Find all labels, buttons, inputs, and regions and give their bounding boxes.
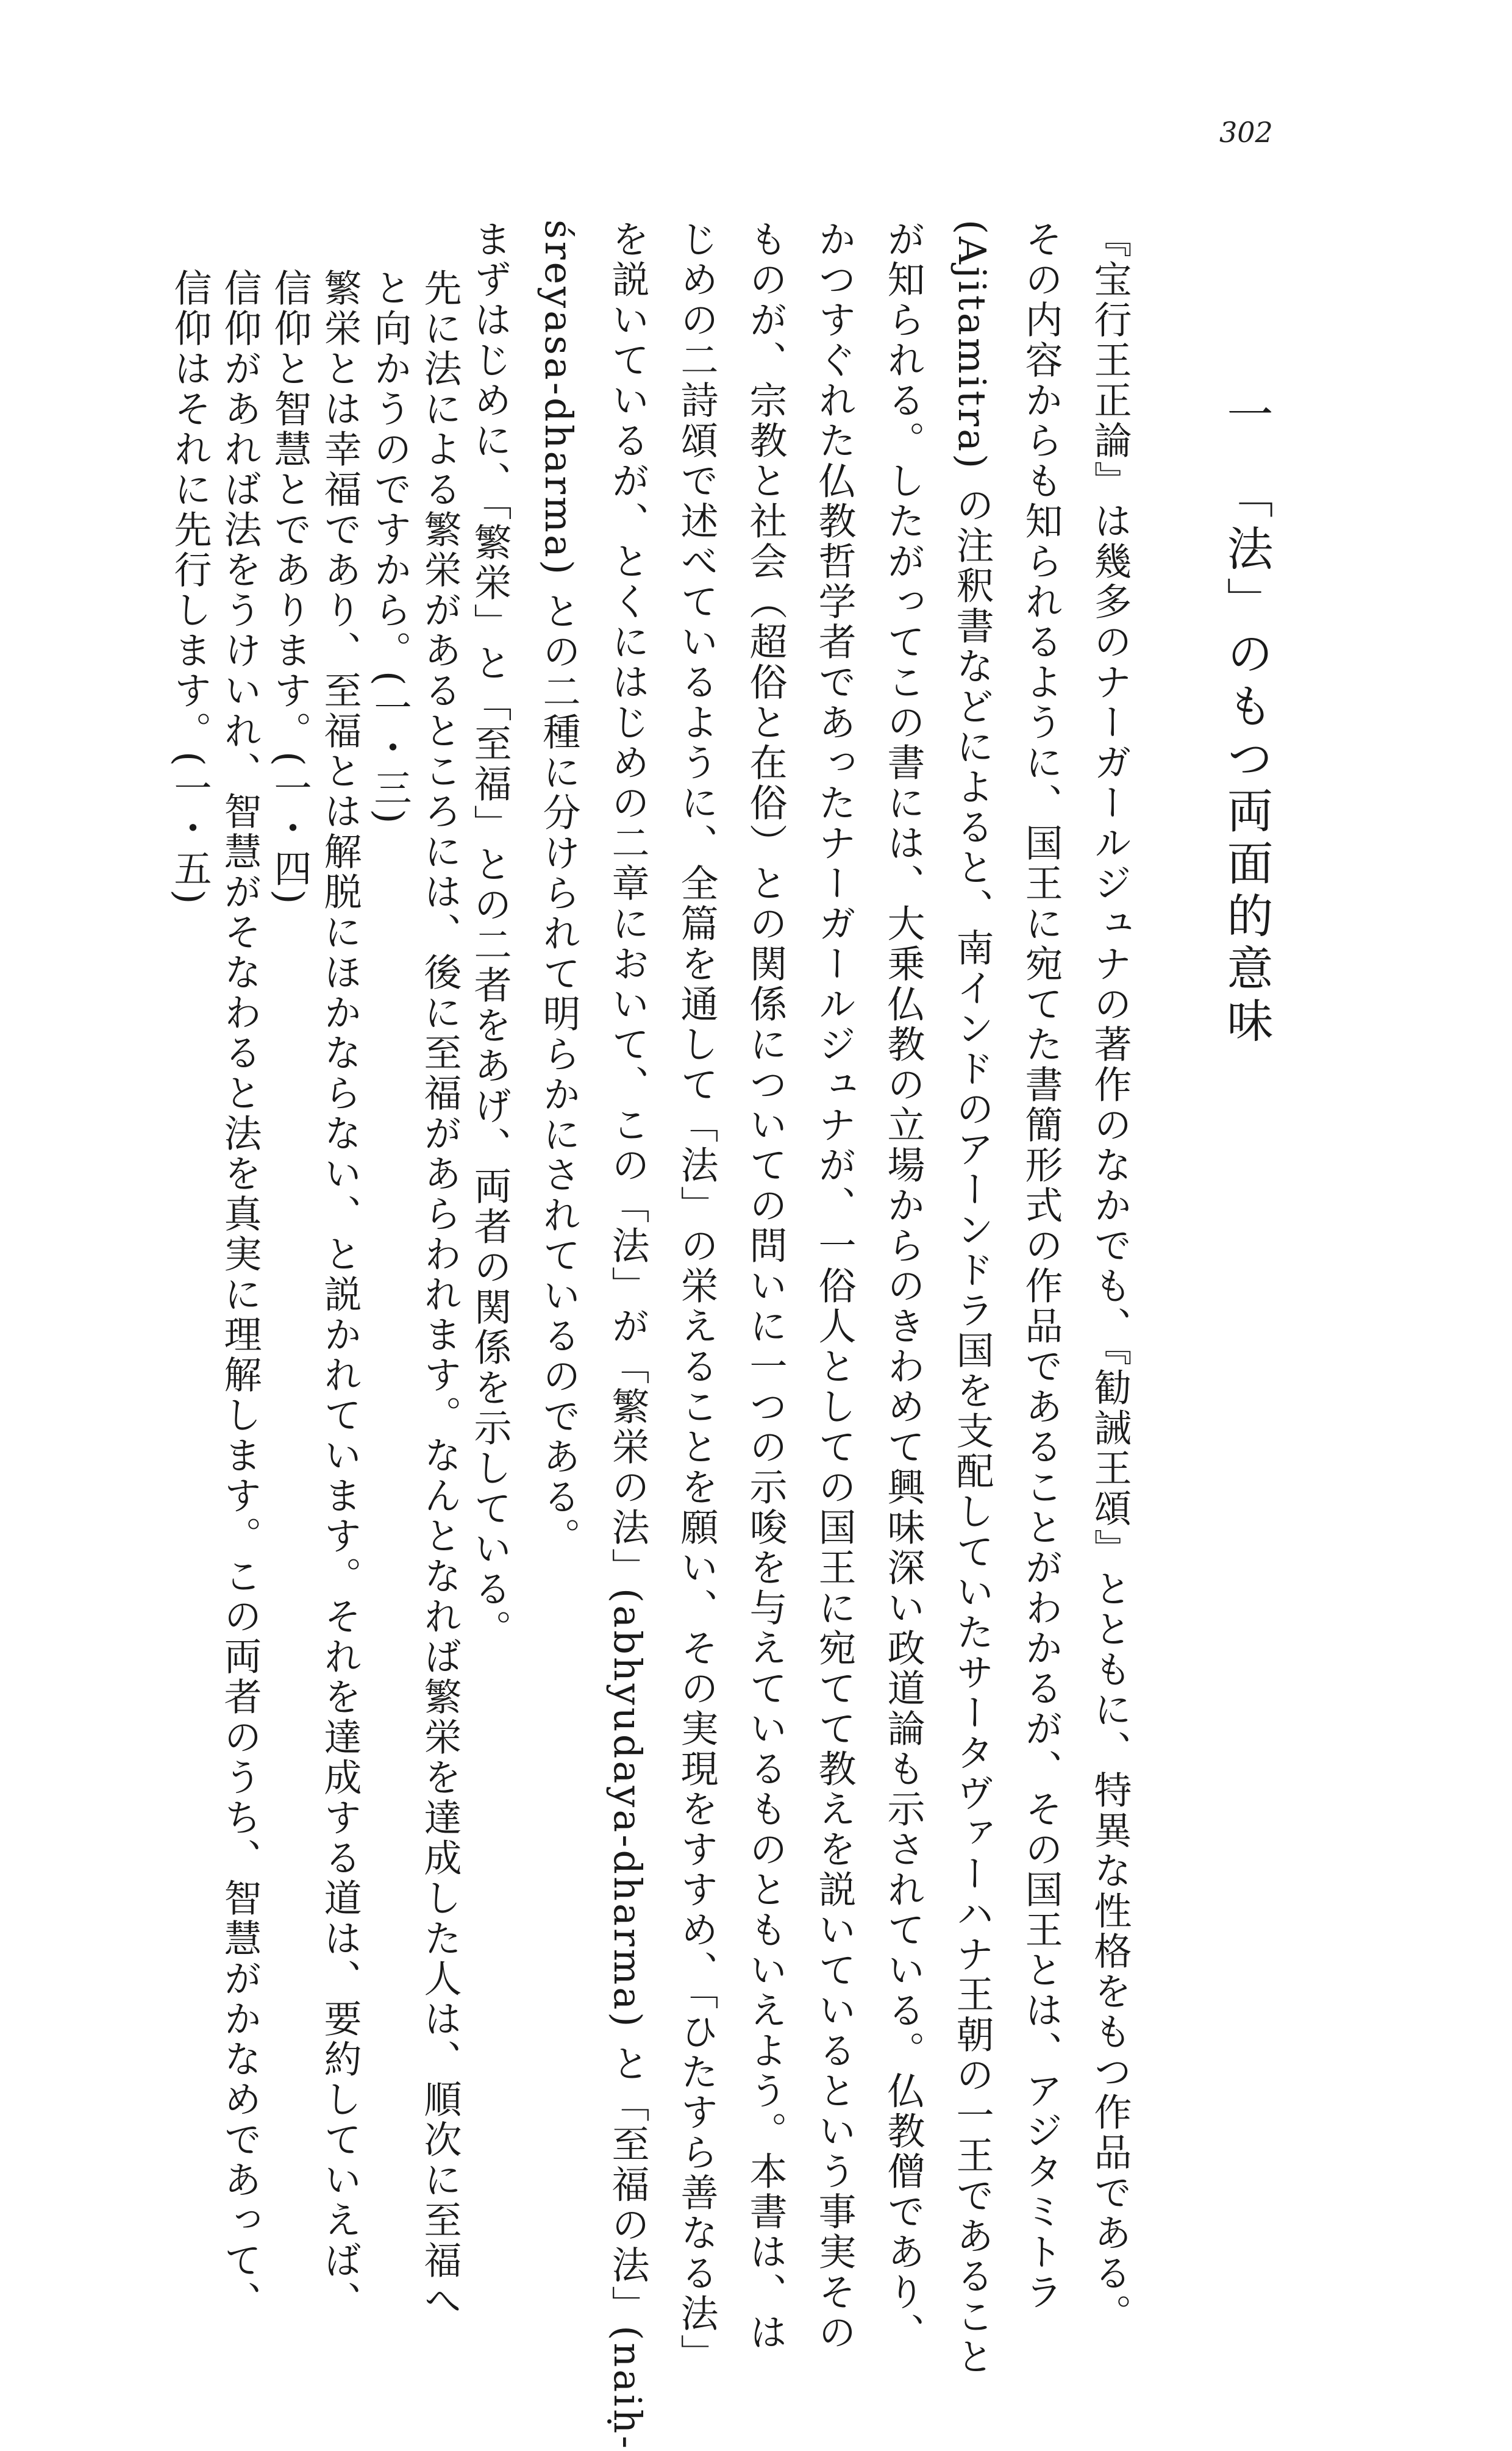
body-line: が知られる。したがってこの書には、大乗仏教の立場からのきわめて興味深い政道論も示されている。仏教僧であり、 [881,220,925,2353]
quote-line: 信仰があれば法をうけいれ、智慧がそなわると法を真実に理解します。この両者のうち、智慧がかなめであって、 [218,268,262,2321]
quote-line: と向かうのですから。(一・三) [368,268,412,826]
quote-line: 繁栄とは幸福であり、至福とは解脱にほかならない、と説かれています。それを達成する道は、要約していえば、 [318,268,362,2321]
body-line: じめの二詩頌で述べているように、全篇を通して「法」の栄えることを願い、その実現をすすめ、「ひたすら善なる法」 [674,220,719,2374]
quote-line: 先に法による繁栄があるところには、後に至福があらわれます。なんとなれば繁栄を達成した人は、順次に至福へ [418,268,462,2321]
quote-line: 信仰はそれに先行します。(一・五) [168,268,212,907]
body-line: まずはじめに、「繁栄」と「至福」との二者をあげ、両者の関係を示している。 [468,220,512,1650]
section-heading: 一 「法」のもつ両面的意味 [1219,390,1274,1049]
body-line: śreyasa-dharma) との二種に分けられて明らかにされているのである。 [537,220,581,1558]
quote-line: 信仰と智慧とであります。(一・四) [268,268,312,907]
body-line: その内容からも知られるように、国王に宛てた書簡形式の作品であることがわかるが、その国王とは、アジタミトラ [1019,220,1063,2313]
body-line: (Ajitamitra) の注釈書などによると、南インドのアーンドラ国を支配していたサータヴァーハナ王朝の一王であること [950,220,994,2377]
body-line: 『宝行王正論』は幾多のナーガールジュナの著作のなかでも、『勧誡王頌』とともに、特異な性格をもつ作品である。 [1088,220,1132,2334]
page-number: 302 [1219,116,1273,149]
body-line: かつすぐれた仏教哲学者であったナーガールジュナが、一俗人としての国王に宛てて教えを説いているという事実その [812,220,857,2353]
body-line: を説いているが、とくにはじめの二章において、この「法」が「繁栄の法」(abhyudaya-dharma) と「至福の法」(naiḥ- [605,220,650,2451]
body-line: ものが、宗教と社会（超俗と在俗）との関係についての問いに一つの示唆を与えているものともいえよう。本書は、は [743,220,788,2353]
